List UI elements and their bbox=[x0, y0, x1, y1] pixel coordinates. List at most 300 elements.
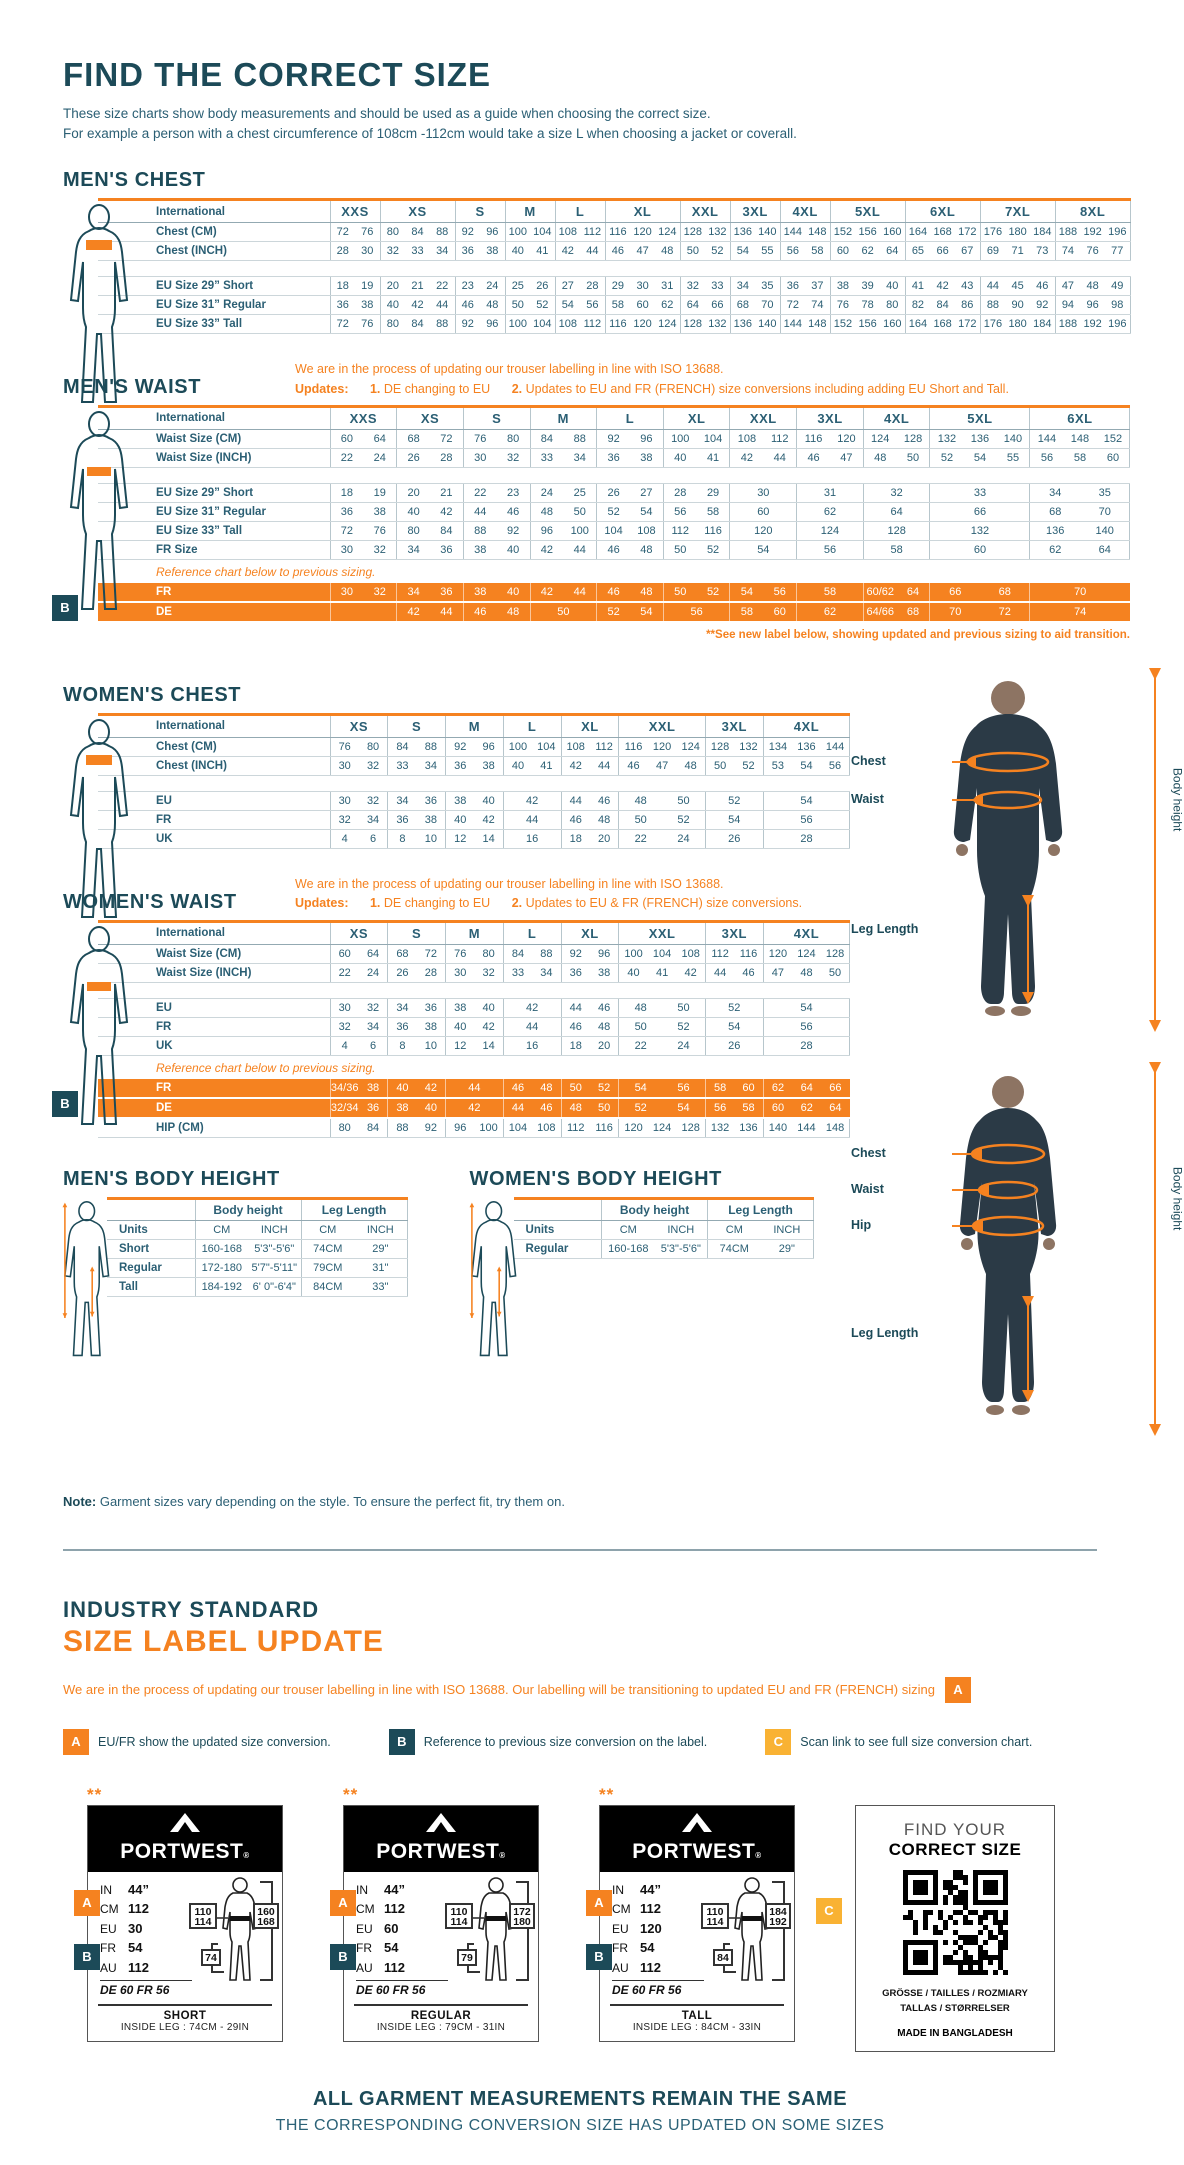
size-value: 27 bbox=[561, 280, 574, 293]
size-value: 48 bbox=[640, 543, 653, 556]
size-cell bbox=[505, 296, 555, 315]
size-column-header: 8XL bbox=[1055, 200, 1130, 223]
size-value: 168 bbox=[933, 226, 952, 239]
size-value: 38 bbox=[597, 966, 611, 979]
size-column-header: L bbox=[503, 921, 561, 944]
size-cell bbox=[446, 829, 504, 848]
size-column-header: 5XL bbox=[930, 406, 1030, 429]
size-cell bbox=[730, 583, 797, 602]
size-value: 32 bbox=[338, 1020, 351, 1033]
size-value: 50 bbox=[674, 543, 687, 556]
size-value: 4 bbox=[341, 832, 348, 845]
size-cell bbox=[663, 540, 730, 559]
size-column-header: 4XL bbox=[763, 921, 850, 944]
size-cell bbox=[597, 502, 664, 521]
size-value: 196 bbox=[1108, 318, 1127, 331]
size-column-header: S bbox=[455, 200, 505, 223]
badge-a: A bbox=[330, 1890, 356, 1916]
made-in-label: MADE IN BANGLADESH bbox=[897, 2028, 1013, 2040]
size-value: 6' 0"-6'4" bbox=[252, 1280, 296, 1293]
size-value: 48 bbox=[506, 605, 520, 618]
size-value: 38 bbox=[454, 1001, 467, 1014]
womens-waist-table bbox=[60, 920, 845, 1138]
size-value: 56 bbox=[674, 505, 687, 518]
size-value: INCH bbox=[667, 1223, 695, 1236]
size-value: 160-168 bbox=[608, 1242, 649, 1255]
size-cell bbox=[705, 756, 763, 775]
size-value: 32 bbox=[386, 245, 399, 258]
size-value: 60 bbox=[773, 605, 786, 618]
size-value: 42 bbox=[526, 1001, 539, 1014]
size-value: 66 bbox=[973, 505, 987, 518]
size-value: 35 bbox=[1098, 486, 1111, 499]
size-value: 48 bbox=[874, 451, 887, 464]
size-value: 72 bbox=[424, 947, 437, 960]
size-column-header: XS bbox=[380, 200, 455, 223]
size-value: 48 bbox=[569, 1101, 582, 1114]
size-value: 44 bbox=[573, 543, 586, 556]
previous-size-line: DE 60 FR 56 bbox=[356, 1980, 448, 1997]
size-value: 124 bbox=[820, 524, 840, 537]
size-value: 44 bbox=[597, 759, 611, 772]
size-value: 74 bbox=[1061, 245, 1075, 258]
size-value: 58 bbox=[706, 505, 720, 518]
size-value: 84 bbox=[511, 947, 525, 960]
size-cell bbox=[663, 448, 730, 467]
size-column-header: 3XL bbox=[730, 200, 780, 223]
size-value: 124 bbox=[681, 740, 700, 753]
size-value: 50 bbox=[511, 299, 524, 312]
size-value: 112 bbox=[583, 226, 602, 239]
size-cell bbox=[905, 242, 980, 261]
size-value: 47 bbox=[1061, 280, 1075, 293]
size-cell bbox=[463, 483, 530, 502]
size-value: 24 bbox=[540, 486, 554, 499]
size-value: 88 bbox=[573, 432, 586, 445]
size-column-header: XL bbox=[561, 921, 619, 944]
size-value: 90 bbox=[1011, 299, 1024, 312]
size-value: 92 bbox=[424, 1121, 437, 1134]
size-value: 124 bbox=[658, 318, 677, 331]
leg-length-label: Leg Length bbox=[851, 921, 919, 936]
size-cell bbox=[503, 963, 561, 982]
size-cell bbox=[463, 540, 530, 559]
size-value: 84 bbox=[366, 1121, 380, 1134]
size-cell bbox=[663, 583, 730, 602]
size-value: 64 bbox=[890, 505, 903, 518]
update-2-num: 2. bbox=[511, 896, 523, 911]
size-cell bbox=[597, 429, 664, 448]
size-cell bbox=[905, 277, 980, 296]
size-value: 128 bbox=[710, 740, 730, 753]
size-value: 40 bbox=[506, 585, 520, 598]
size-value: 108 bbox=[537, 1121, 556, 1134]
portwest-diamond-icon bbox=[170, 1813, 200, 1835]
badge-a: A bbox=[945, 1677, 971, 1703]
size-value: 64 bbox=[800, 1081, 813, 1094]
size-cell bbox=[663, 602, 730, 622]
size-value: 48 bbox=[800, 966, 813, 979]
row-label: FR Size bbox=[98, 540, 330, 559]
size-value: 82 bbox=[911, 299, 925, 312]
section-divider bbox=[63, 1549, 1097, 1551]
size-value: 96 bbox=[482, 740, 495, 753]
row-label: Regular bbox=[107, 1258, 195, 1277]
size-value: 22 bbox=[634, 832, 647, 845]
size-value: 144 bbox=[825, 740, 845, 753]
size-cell bbox=[730, 602, 797, 622]
conversion-row: CM 112 bbox=[100, 1901, 149, 1917]
size-value: 92 bbox=[607, 432, 620, 445]
inside-leg: INSIDE LEG : 84CM - 33IN bbox=[632, 2021, 762, 2033]
size-cell bbox=[555, 242, 605, 261]
size-value: 92 bbox=[569, 947, 582, 960]
size-cell bbox=[330, 277, 380, 296]
size-value: 28 bbox=[336, 245, 349, 258]
size-cell bbox=[619, 737, 706, 756]
size-value: 132 bbox=[739, 740, 758, 753]
size-cell bbox=[663, 502, 730, 521]
size-value: 42 bbox=[540, 543, 554, 556]
size-cell bbox=[1030, 483, 1130, 502]
size-cell bbox=[705, 1036, 763, 1055]
size-value: 6 bbox=[370, 832, 377, 845]
size-cell bbox=[330, 998, 388, 1017]
size-value: 68 bbox=[906, 605, 920, 618]
size-cell bbox=[605, 277, 680, 296]
size-cell bbox=[705, 1017, 763, 1036]
size-cell bbox=[980, 223, 1055, 242]
size-cell bbox=[388, 1036, 446, 1055]
size-cell bbox=[446, 1118, 504, 1138]
size-value: 136 bbox=[970, 432, 990, 445]
row-label: FR bbox=[98, 810, 330, 829]
conversion-row: FR 54 bbox=[356, 1940, 399, 1956]
size-column-header: S bbox=[388, 714, 446, 737]
industry-paragraph-text: We are in the process of updating our trouser labelling in line with ISO 13688. Our labelling will be transitioning to updated EU and FR (FRENCH) sizing bbox=[63, 1682, 935, 1698]
footer-line2: THE CORRESPONDING CONVERSION SIZE HAS UPDATED ON SOME SIZES bbox=[275, 2117, 885, 2135]
size-cell bbox=[705, 944, 763, 963]
size-value: 58 bbox=[611, 299, 625, 312]
size-value: 45 bbox=[1011, 280, 1024, 293]
size-value: 70 bbox=[949, 605, 962, 618]
size-cell bbox=[1030, 521, 1130, 540]
size-column-header: 4XL bbox=[763, 714, 850, 737]
size-value: 56 bbox=[786, 245, 799, 258]
size-cell bbox=[602, 1239, 708, 1258]
portwest-logo: PORTWEST® bbox=[600, 1806, 794, 1872]
size-value: 148 bbox=[825, 1121, 845, 1134]
svg-text:172: 172 bbox=[513, 1905, 531, 1918]
size-column-header: L bbox=[597, 406, 664, 429]
size-value: 55 bbox=[761, 245, 774, 258]
size-value: 96 bbox=[454, 1121, 467, 1134]
size-cell bbox=[905, 223, 980, 242]
size-value: 20 bbox=[407, 486, 420, 499]
mens-chest-title: MEN'S CHEST bbox=[63, 169, 206, 192]
size-cell bbox=[705, 1118, 763, 1138]
size-value: 40 bbox=[886, 280, 899, 293]
size-cell bbox=[330, 483, 397, 502]
size-value: 80 bbox=[886, 299, 899, 312]
size-value: 152 bbox=[1103, 432, 1123, 445]
size-cell bbox=[561, 829, 619, 848]
industry-paragraph bbox=[63, 1677, 1097, 1703]
size-value: 88 bbox=[474, 524, 487, 537]
size-cell bbox=[605, 242, 680, 261]
size-cell bbox=[780, 242, 830, 261]
size-value: 44 bbox=[569, 1001, 582, 1014]
size-value: 66 bbox=[711, 299, 724, 312]
size-cell bbox=[597, 602, 664, 622]
size-cell bbox=[708, 1220, 814, 1239]
size-value: 88 bbox=[424, 740, 437, 753]
size-value: 52 bbox=[728, 794, 741, 807]
size-value: 30 bbox=[338, 1001, 351, 1014]
size-cell bbox=[388, 810, 446, 829]
size-value: 108 bbox=[637, 524, 656, 537]
table-footnote: **See new label below, showing updated and previous sizing to aid transition. bbox=[706, 628, 1130, 641]
size-cell bbox=[330, 756, 388, 775]
size-value: 54 bbox=[561, 299, 574, 312]
size-value: 80 bbox=[386, 226, 399, 239]
size-cell bbox=[555, 296, 605, 315]
size-value: 64 bbox=[829, 1101, 842, 1114]
size-value: 50 bbox=[634, 813, 647, 826]
size-value: 116 bbox=[804, 432, 823, 445]
size-value: 30 bbox=[474, 451, 487, 464]
size-value: INCH bbox=[366, 1223, 394, 1236]
reference-note: Reference chart below to previous sizing. bbox=[156, 1060, 376, 1075]
size-value: 10 bbox=[424, 832, 437, 845]
size-cell bbox=[561, 756, 619, 775]
size-cell bbox=[730, 448, 797, 467]
size-value: CM bbox=[725, 1223, 743, 1236]
size-value: 32 bbox=[366, 1001, 380, 1014]
size-cell bbox=[330, 944, 388, 963]
size-value: 124 bbox=[797, 947, 816, 960]
size-value: 58 bbox=[890, 543, 903, 556]
size-value: 52 bbox=[728, 1001, 741, 1014]
size-cell bbox=[663, 429, 730, 448]
size-column-header: XXL bbox=[619, 921, 706, 944]
size-value: 42 bbox=[482, 813, 495, 826]
size-cell bbox=[330, 1118, 388, 1138]
size-value: 52 bbox=[677, 813, 690, 826]
size-column-header: M bbox=[530, 406, 597, 429]
size-value: 176 bbox=[983, 318, 1003, 331]
table-header-label: International bbox=[98, 406, 330, 429]
size-cell bbox=[463, 602, 530, 622]
size-value: 64 bbox=[366, 947, 380, 960]
legend-item-b bbox=[389, 1729, 708, 1755]
size-value: 108 bbox=[566, 740, 585, 753]
size-value: 40 bbox=[674, 451, 687, 464]
intro-text bbox=[63, 104, 1097, 143]
size-value: 26 bbox=[728, 1039, 741, 1052]
size-value: 34 bbox=[366, 813, 380, 826]
size-value: 29 bbox=[611, 280, 625, 293]
size-cell bbox=[905, 296, 980, 315]
size-value: 124 bbox=[871, 432, 890, 445]
size-value: 39 bbox=[861, 280, 874, 293]
size-value: 50 bbox=[906, 451, 920, 464]
row-label: Units bbox=[107, 1220, 195, 1239]
badge-c: C bbox=[816, 1898, 842, 1924]
size-column-header: 4XL bbox=[780, 200, 830, 223]
size-value: 8 bbox=[399, 832, 406, 845]
update-stars: ** bbox=[343, 1784, 359, 1804]
womens-measurement-figure bbox=[843, 1064, 1184, 1446]
womens-chest-title: WOMEN'S CHEST bbox=[63, 683, 242, 706]
size-value: 36 bbox=[569, 966, 582, 979]
row-label: Chest (INCH) bbox=[98, 756, 330, 775]
size-cell bbox=[597, 583, 664, 602]
womens-body-height-figure-icon bbox=[468, 1201, 519, 1366]
row-label: EU Size 31” Regular bbox=[98, 296, 330, 315]
size-cell bbox=[530, 429, 597, 448]
row-label: EU Size 29” Short bbox=[98, 483, 330, 502]
size-value: 60 bbox=[757, 505, 770, 518]
size-cell bbox=[680, 242, 730, 261]
size-column-header: XS bbox=[330, 714, 388, 737]
size-value: 49 bbox=[1111, 280, 1124, 293]
table-header-label: International bbox=[98, 921, 330, 944]
size-value: 48 bbox=[634, 794, 647, 807]
size-value: 74CM bbox=[719, 1242, 749, 1255]
size-value: 24 bbox=[373, 451, 386, 464]
size-value: 78 bbox=[861, 299, 874, 312]
size-column-header: M bbox=[446, 714, 504, 737]
size-cell bbox=[388, 1017, 446, 1036]
size-value: 52 bbox=[706, 585, 720, 598]
portwest-diamond-icon bbox=[682, 1813, 712, 1835]
row-label: FR bbox=[98, 1017, 330, 1036]
row-label: EU bbox=[98, 791, 330, 810]
size-value: 22 bbox=[338, 966, 351, 979]
size-cell bbox=[930, 502, 1030, 521]
size-value: 46 bbox=[597, 1001, 611, 1014]
size-value: 72 bbox=[998, 605, 1011, 618]
conversion-row: IN 44” bbox=[100, 1881, 149, 1897]
size-value: 80 bbox=[338, 1121, 351, 1134]
size-cell bbox=[663, 483, 730, 502]
size-cell bbox=[503, 791, 561, 810]
portwest-diamond-icon bbox=[426, 1813, 456, 1835]
size-cell bbox=[619, 1036, 706, 1055]
size-cell bbox=[602, 1220, 708, 1239]
row-label: FR B bbox=[98, 583, 330, 602]
size-value: 42 bbox=[440, 505, 453, 518]
size-value: 152 bbox=[833, 226, 853, 239]
size-cell bbox=[463, 448, 530, 467]
size-value: 62 bbox=[1049, 543, 1062, 556]
size-value: 68 bbox=[407, 432, 420, 445]
badge-b: B bbox=[330, 1944, 356, 1970]
size-value: 46 bbox=[607, 543, 620, 556]
size-value: 52 bbox=[607, 505, 620, 518]
size-value: 144 bbox=[1037, 432, 1057, 445]
size-cell bbox=[463, 502, 530, 521]
size-value: 104 bbox=[537, 740, 556, 753]
size-value: 54 bbox=[740, 585, 754, 598]
size-value: 54 bbox=[973, 451, 987, 464]
size-value: 48 bbox=[634, 1001, 647, 1014]
size-value: 29" bbox=[372, 1242, 389, 1255]
size-value: 38 bbox=[486, 245, 499, 258]
size-value: 70 bbox=[1098, 505, 1111, 518]
size-value: 40 bbox=[454, 1020, 467, 1033]
size-value: 52 bbox=[607, 605, 620, 618]
size-value: 56 bbox=[800, 813, 813, 826]
size-value: 38 bbox=[474, 585, 487, 598]
industry-standard-title: INDUSTRY STANDARD bbox=[63, 1596, 320, 1622]
size-cell bbox=[705, 791, 763, 810]
size-value: 30 bbox=[338, 759, 351, 772]
badge-legend bbox=[63, 1729, 1097, 1755]
update-1-num: 1. bbox=[369, 896, 381, 911]
size-cell bbox=[863, 429, 930, 448]
size-value: 140 bbox=[1095, 524, 1114, 537]
size-value: 52 bbox=[597, 1081, 611, 1094]
size-value: 42 bbox=[526, 794, 539, 807]
size-value: 76 bbox=[361, 318, 374, 331]
table-header-label bbox=[107, 1198, 195, 1220]
size-cell bbox=[555, 223, 605, 242]
size-value: 26 bbox=[396, 966, 409, 979]
size-value: 22 bbox=[634, 1039, 647, 1052]
badge-b: B bbox=[52, 1091, 78, 1117]
size-cell bbox=[388, 1118, 446, 1138]
size-cell bbox=[380, 315, 455, 334]
size-value: 74CM bbox=[313, 1242, 343, 1255]
size-value: 68 bbox=[998, 585, 1011, 598]
size-value: 70 bbox=[1074, 585, 1087, 598]
womens-chest-table bbox=[98, 713, 845, 849]
update-2-text: Updates to EU and FR (FRENCH) size conversions including adding EU Short and Tall. bbox=[525, 381, 1009, 396]
size-value: 144 bbox=[783, 318, 803, 331]
size-value: 104 bbox=[604, 524, 623, 537]
size-value: 18 bbox=[340, 486, 354, 499]
size-value: 66 bbox=[829, 1081, 842, 1094]
size-cell bbox=[380, 223, 455, 242]
size-cell bbox=[619, 756, 706, 775]
size-value: 23 bbox=[506, 486, 520, 499]
row-label: Units bbox=[514, 1220, 602, 1239]
size-column-header: XXL bbox=[680, 200, 730, 223]
size-cell bbox=[330, 583, 397, 602]
size-cell bbox=[930, 429, 1030, 448]
womens-body-height-table bbox=[514, 1197, 815, 1259]
size-value: 46 bbox=[1036, 280, 1049, 293]
size-cell bbox=[446, 1098, 504, 1118]
size-value: 132 bbox=[937, 432, 957, 445]
size-cell bbox=[730, 223, 780, 242]
size-value: CM bbox=[213, 1223, 231, 1236]
size-cell bbox=[301, 1239, 407, 1258]
size-value: 72 bbox=[440, 432, 453, 445]
size-value: 50 bbox=[569, 1081, 582, 1094]
size-value: 60 bbox=[338, 947, 351, 960]
size-cell bbox=[619, 998, 706, 1017]
size-cell bbox=[619, 1017, 706, 1036]
size-cell bbox=[503, 944, 561, 963]
size-value: 124 bbox=[652, 1121, 672, 1134]
size-value: 108 bbox=[558, 226, 577, 239]
size-cell bbox=[330, 521, 397, 540]
update-2-text: Updates to EU & FR (FRENCH) size conversions. bbox=[525, 896, 803, 911]
size-value: INCH bbox=[260, 1223, 288, 1236]
